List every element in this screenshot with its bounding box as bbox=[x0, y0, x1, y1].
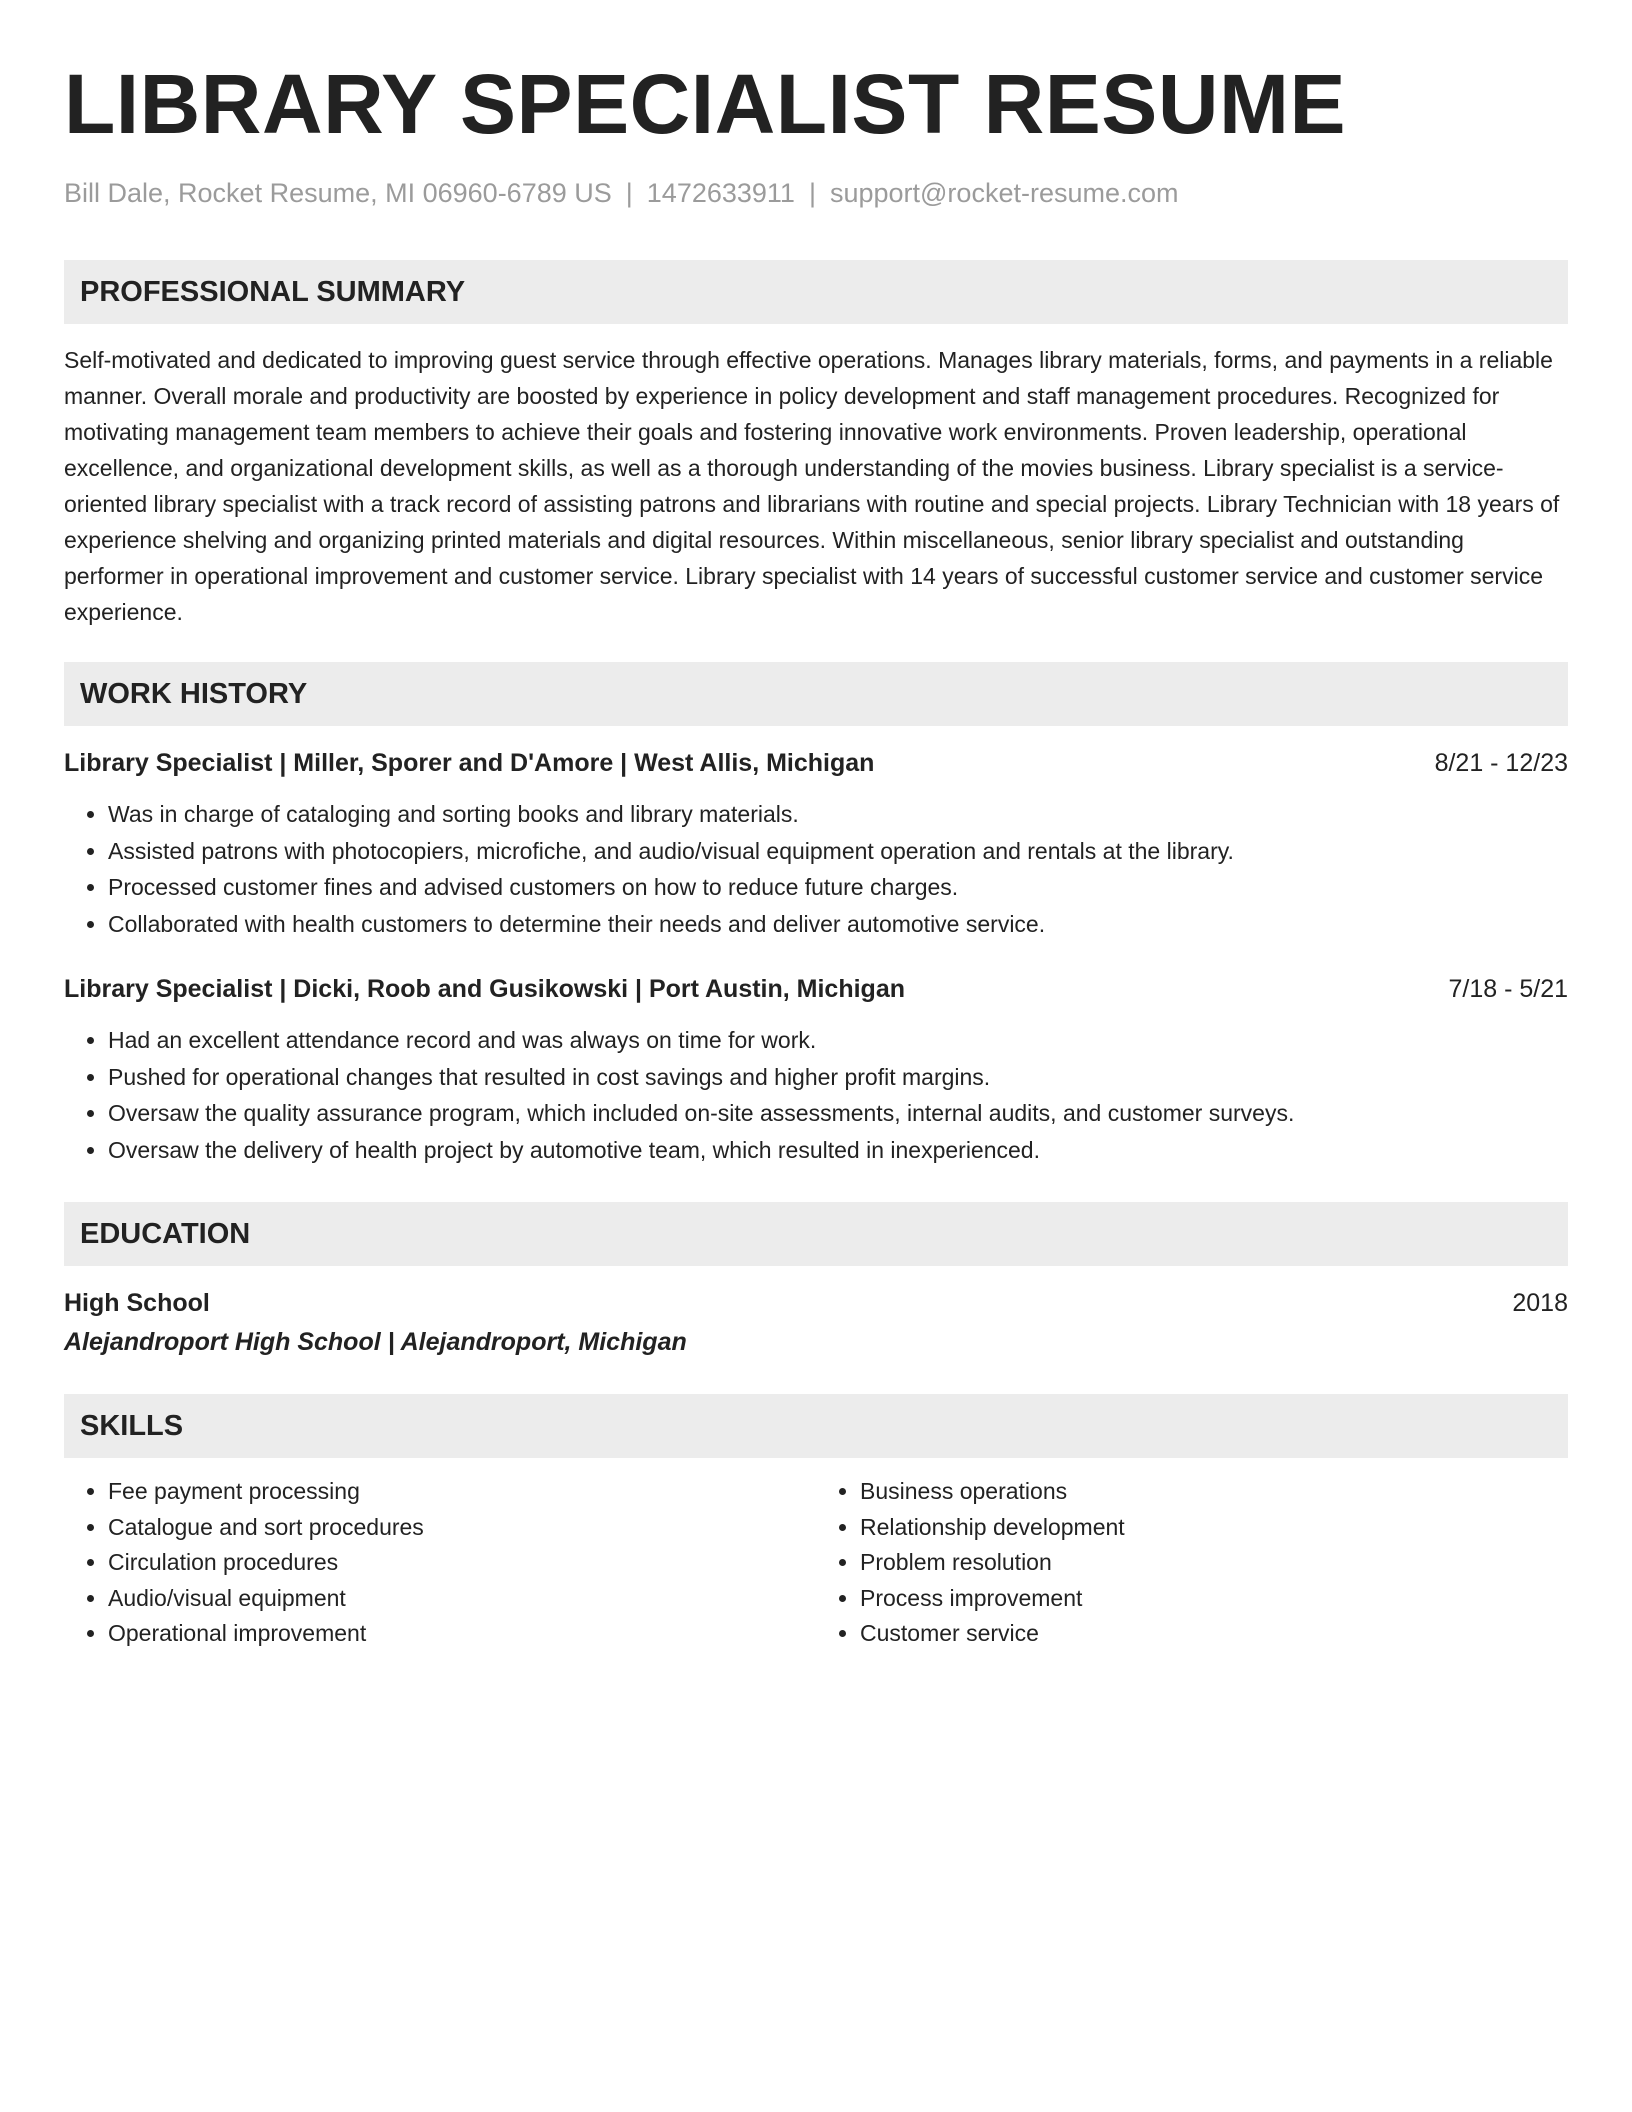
job-bullets bbox=[64, 1022, 1568, 1168]
skill-item: • Customer service bbox=[860, 1616, 1568, 1652]
job-bullet: • Assisted patrons with photocopiers, microfiche, and audio/visual equipment operation and rentals at the library. bbox=[108, 833, 1568, 870]
skill-item: • Process improvement bbox=[860, 1581, 1568, 1617]
education-year: 2018 bbox=[1512, 1289, 1568, 1317]
education-degree: High School bbox=[64, 1289, 210, 1317]
job-title: Library Specialist | Miller, Sporer and D'Amore | West Allis, Michigan bbox=[64, 749, 875, 777]
skills-list-right bbox=[816, 1474, 1568, 1652]
job-bullet: • Had an excellent attendance record and was always on time for work. bbox=[108, 1022, 1568, 1059]
job-title: Library Specialist | Dicki, Roob and Gusikowski | Port Austin, Michigan bbox=[64, 975, 906, 1003]
skill-item: • Fee payment processing bbox=[108, 1474, 816, 1510]
skill-item: • Audio/visual equipment bbox=[108, 1581, 816, 1617]
job-bullet: • Processed customer fines and advised customers on how to reduce future charges. bbox=[108, 869, 1568, 906]
job-bullets bbox=[64, 796, 1568, 942]
skill-item: • Business operations bbox=[860, 1474, 1568, 1510]
skills-list-left bbox=[64, 1474, 816, 1652]
job-bullet: • Was in charge of cataloging and sorting books and library materials. bbox=[108, 796, 1568, 833]
contact-phone: 1472633911 bbox=[646, 178, 795, 208]
section-header-work-history: WORK HISTORY bbox=[64, 662, 1568, 726]
job-dates: 8/21 - 12/23 bbox=[1434, 749, 1568, 777]
education-school: Alejandroport High School | Alejandroport, Michigan bbox=[64, 1328, 687, 1356]
contact-address: Bill Dale, Rocket Resume, MI 06960-6789 US bbox=[64, 178, 612, 208]
section-header-skills: SKILLS bbox=[64, 1394, 1568, 1458]
job-bullet: • Collaborated with health customers to determine their needs and deliver automotive service. bbox=[108, 906, 1568, 943]
skill-item: • Problem resolution bbox=[860, 1545, 1568, 1581]
resume-title: LIBRARY SPECIALIST RESUME bbox=[64, 57, 1346, 151]
section-header-summary: PROFESSIONAL SUMMARY bbox=[64, 260, 1568, 324]
job-entry bbox=[64, 746, 1568, 942]
job-bullet: • Pushed for operational changes that resulted in cost savings and higher profit margins. bbox=[108, 1059, 1568, 1096]
contact-separator: | bbox=[808, 178, 816, 208]
contact-line bbox=[64, 176, 1568, 210]
summary-text: Self-motivated and dedicated to improving guest service through effective operations. Manages library materials, forms, and payments in a reliable manner. Overall morale and productivity are boosted by experience in policy development and staff management procedures. Recognized for motivating management team members to achieve their goals and fostering innovative work environments. Proven leadership, operational excellence, and organizational development skills, as well as a thorough understanding of the movies business. Library specialist is a service-oriented library specialist with a track record of assisting patrons and librarians with routine and special projects. Library Technician with 18 years of experience shelving and organizing printed materials and digital resources. Within miscellaneous, senior library specialist and outstanding performer in operational improvement and customer service. Library specialist with 14 years of successful customer service and customer service experience. bbox=[64, 347, 1560, 625]
education-entry bbox=[64, 1286, 1568, 1360]
job-bullet: • Oversaw the delivery of health project by automotive team, which resulted in inexperienced. bbox=[108, 1132, 1568, 1169]
job-dates: 7/18 - 5/21 bbox=[1448, 975, 1568, 1003]
job-entry bbox=[64, 972, 1568, 1168]
job-header bbox=[64, 972, 1568, 1006]
skill-item: • Operational improvement bbox=[108, 1616, 816, 1652]
skill-item: • Circulation procedures bbox=[108, 1545, 816, 1581]
skill-item: • Catalogue and sort procedures bbox=[108, 1510, 816, 1546]
job-header bbox=[64, 746, 1568, 780]
education-header bbox=[64, 1286, 1568, 1320]
section-header-education: EDUCATION bbox=[64, 1202, 1568, 1266]
skills-columns bbox=[64, 1474, 1568, 1652]
skill-item: • Relationship development bbox=[860, 1510, 1568, 1546]
job-bullet: • Oversaw the quality assurance program, which included on-site assessments, internal audits, and customer surveys. bbox=[108, 1095, 1568, 1132]
contact-separator: | bbox=[625, 178, 633, 208]
contact-email: support@rocket-resume.com bbox=[829, 178, 1179, 208]
